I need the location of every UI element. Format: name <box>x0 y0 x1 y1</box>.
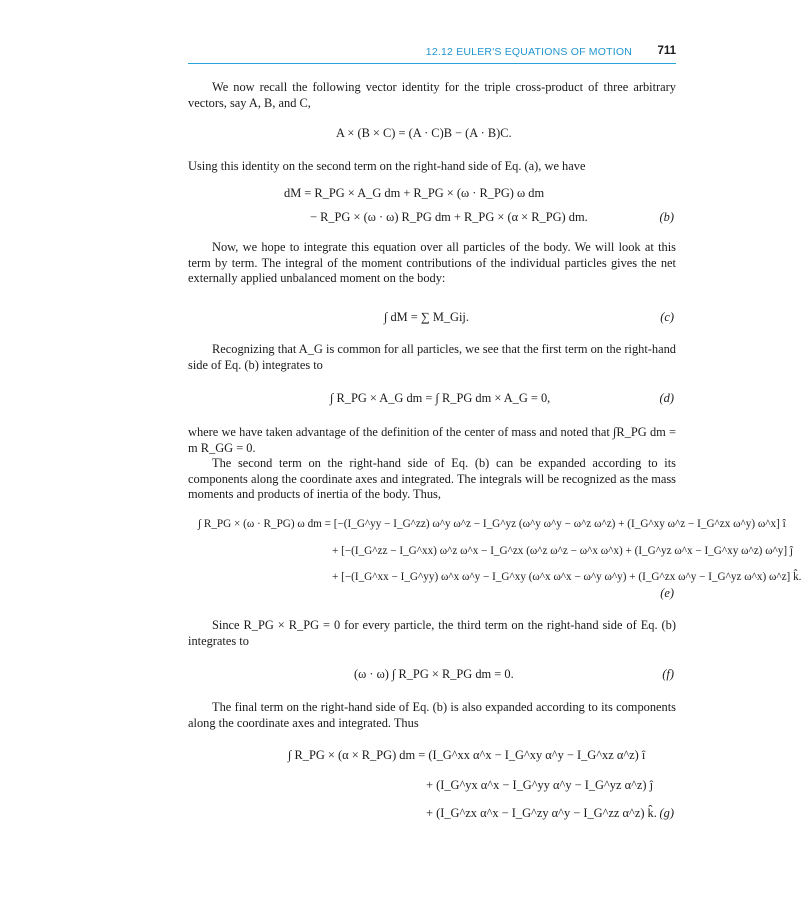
equation-number-e: (e) <box>660 586 674 600</box>
running-header <box>188 44 676 64</box>
equation-body: ∫ dM = ∑ M_Gij. <box>384 310 469 324</box>
equation-body: − R_PG × (ω · ω) R_PG dm + R_PG × (α × R_PG) dm. <box>310 210 588 224</box>
equation-number-b: (b) <box>659 210 674 224</box>
section-title: 12.12 EULER'S EQUATIONS OF MOTION <box>425 46 632 58</box>
paragraph-4: Recognizing that A_G is common for all particles, we see that the first term on the right-hand side of Eq. (b) integrates to <box>188 342 676 372</box>
equation-body: + [−(I_G^xx − I_G^yy) ω^x ω^y − I_G^xy (ω^x ω^x − ω^y ω^y) + (I_G^zx ω^y − I_G^yz ω^x) ω^z] k̂. <box>332 571 801 583</box>
equation-number-c: (c) <box>660 310 674 324</box>
paragraph-1: We now recall the following vector identity for the triple cross-product of three arbitrary vectors, say A, B, and C, <box>188 80 676 110</box>
equation-body: dM = R_PG × A_G dm + R_PG × (ω · R_PG) ω dm <box>284 186 545 200</box>
equation-body: A × (B × C) = (A · C)B − (A · B)C. <box>336 126 512 140</box>
equation-body: + (I_G^yx α^x − I_G^yy α^y − I_G^yz α^z) ĵ <box>426 778 654 792</box>
paragraph-8: The final term on the right-hand side of Eq. (b) is also expanded according to its components along the coordinate axes and integrated. Thus <box>188 700 676 730</box>
equation-body: ∫ R_PG × (α × R_PG) dm = (I_G^xx α^x − I_G^xy α^y − I_G^xz α^z) î <box>288 748 646 762</box>
paragraph-7: Since R_PG × R_PG = 0 for every particle, the third term on the right-hand side of Eq. (b) integrates to <box>188 618 676 648</box>
paragraph-6: The second term on the right-hand side of Eq. (b) can be expanded according to its components along the coordinate axes and integrated. The integrals will be recognized as the mass moments and products of inertia of the body. Thus, <box>188 456 677 501</box>
equation-number-f: (f) <box>662 667 674 681</box>
header-rule <box>188 63 676 64</box>
equation-body: + (I_G^zx α^x − I_G^zy α^y − I_G^zz α^z) k̂. <box>426 806 657 820</box>
paragraph-2: Using this identity on the second term on the right-hand side of Eq. (a), we have <box>188 159 586 173</box>
equation-body: ∫ R_PG × (ω · R_PG) ω dm = [−(I_G^yy − I_G^zz) ω^y ω^z − I_G^yz (ω^y ω^y − ω^z ω^z) + (I_G^xy ω^z − I_G^zx ω^y) ω^x] î <box>198 518 786 530</box>
equation-number-g: (g) <box>659 806 674 820</box>
page-number: 711 <box>657 45 676 57</box>
paragraph-5: where we have taken advantage of the definition of the center of mass and noted that ∫R_PG dm = m R_GG = 0. <box>188 425 676 455</box>
equation-number-d: (d) <box>659 391 674 405</box>
paragraph-3: Now, we hope to integrate this equation over all particles of the body. We will look at this term by term. The integral of the moment contributions of the individual particles gives the net externally applied unbalanced moment on the body: <box>188 240 676 285</box>
equation-body: ∫ R_PG × A_G dm = ∫ R_PG dm × A_G = 0, <box>330 391 551 405</box>
equation-body: (ω · ω) ∫ R_PG × R_PG dm = 0. <box>354 667 514 681</box>
equation-body: + [−(I_G^zz − I_G^xx) ω^z ω^x − I_G^zx (ω^z ω^z − ω^x ω^x) + (I_G^yz ω^x − I_G^xy ω^z) ω^y] ĵ <box>332 545 794 557</box>
